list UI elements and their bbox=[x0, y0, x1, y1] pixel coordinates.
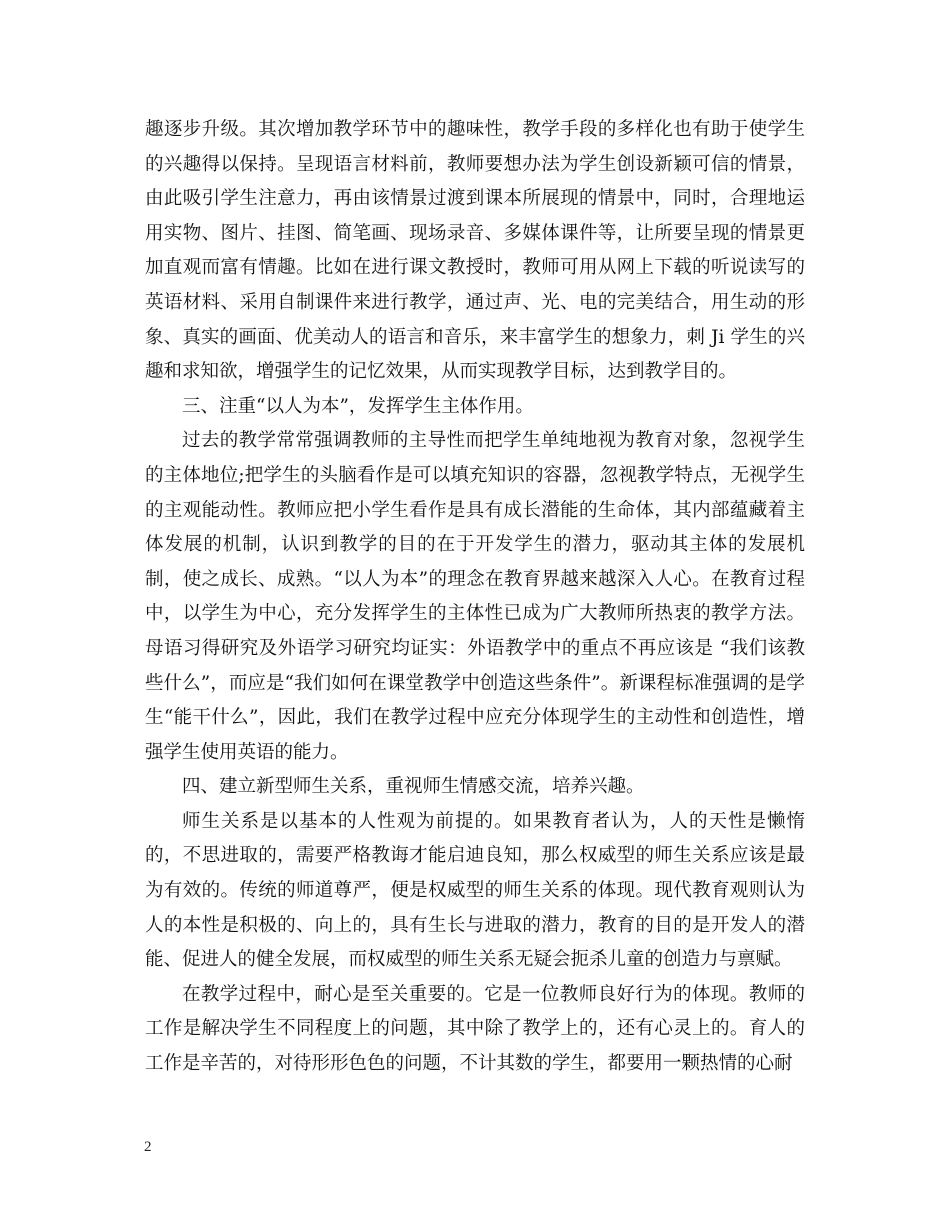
section-heading-3: 三、注重“以人为本”，发挥学生主体作用。 bbox=[182, 395, 534, 417]
paragraph-teacher-student-relationship: 师生关系是以基本的人性观为前提的。如果教育者认为，人的天性是懒惰的，不思进取的，需要严格教诲才能启迪良知，那么权威型的师生关系应该是最为有效的。传统的师道尊严，便是权威型的师生关系的体现。现代教育观则认为人的本性是积极的、向上的，具有生长与进取的潜力，教育的目的是开发人的潜能、促进人的健全发展，而权威型的师生关系无疑会扼杀儿童的创造力与禀赋。 bbox=[145, 810, 805, 971]
paragraph-continuation: 趣逐步升级。其次增加教学环节中的趣味性，教学手段的多样化也有助于使学生的兴趣得以保持。呈现语言材料前，教师要想办法为学生创设新颖可信的情景，由此吸引学生注意力，再由该情景过渡到课本所展现的情景中，同时，合理地运用实物、图片、挂图、简笔画、现场录音、多媒体课件等，让所要呈现的情景更加直观而富有情趣。比如在进行课文教授时，教师可用从网上下载的听说读写的英语材料、采用自制课件来进行教学，通过声、光、电的完美结合，用生动的形象、真实的画面、优美动人的语言和音乐，来丰富学生的想象力，刺 Ji 学生的兴趣和求知欲，增强学生的记忆效果，从而实现教学目标，达到教学目的。 bbox=[145, 119, 805, 383]
paragraph-student-centered: 过去的教学常常强调教师的主导性而把学生单纯地视为教育对象，忽视学生的主体地位;把学生的头脑看作是可以填充知识的容器，忽视教学特点，无视学生的主观能动性。教师应把小学生看作是具有成长潜能的生命体，其内部蕴藏着主体发展的机制，认识到教学的目的在于开发学生的潜力，驱动其主体的发展机制，使之成长、成熟。“以人为本”的理念在教育界越来越深入人心。在教育过程中，以学生为中心，充分发挥学生的主体性已成为广大教师所热衷的教学方法。母语习得研究及外语学习研究均证实：外语教学中的重点不再应该是 “我们该教些什么”，而应是“我们如何在课堂教学中创造这些条件”。新课程标准强调的是学生“能干什么”，因此，我们在教学过程中应充分体现学生的主动性和创造性，增强学生使用英语的能力。 bbox=[145, 430, 805, 763]
section-heading-4: 四、建立新型师生关系，重视师生情感交流，培养兴趣。 bbox=[182, 776, 645, 798]
page-body bbox=[145, 113, 805, 1082]
page-number: 2 bbox=[144, 1139, 152, 1155]
paragraph-patience: 在教学过程中，耐心是至关重要的。它是一位教师良好行为的体现。教师的工作是解决学生不同程度上的问题，其中除了教学上的，还有心灵上的。育人的工作是辛苦的，对待形形色色的问题，不计其数的学生，都要用一颗热情的心耐 bbox=[145, 983, 805, 1075]
